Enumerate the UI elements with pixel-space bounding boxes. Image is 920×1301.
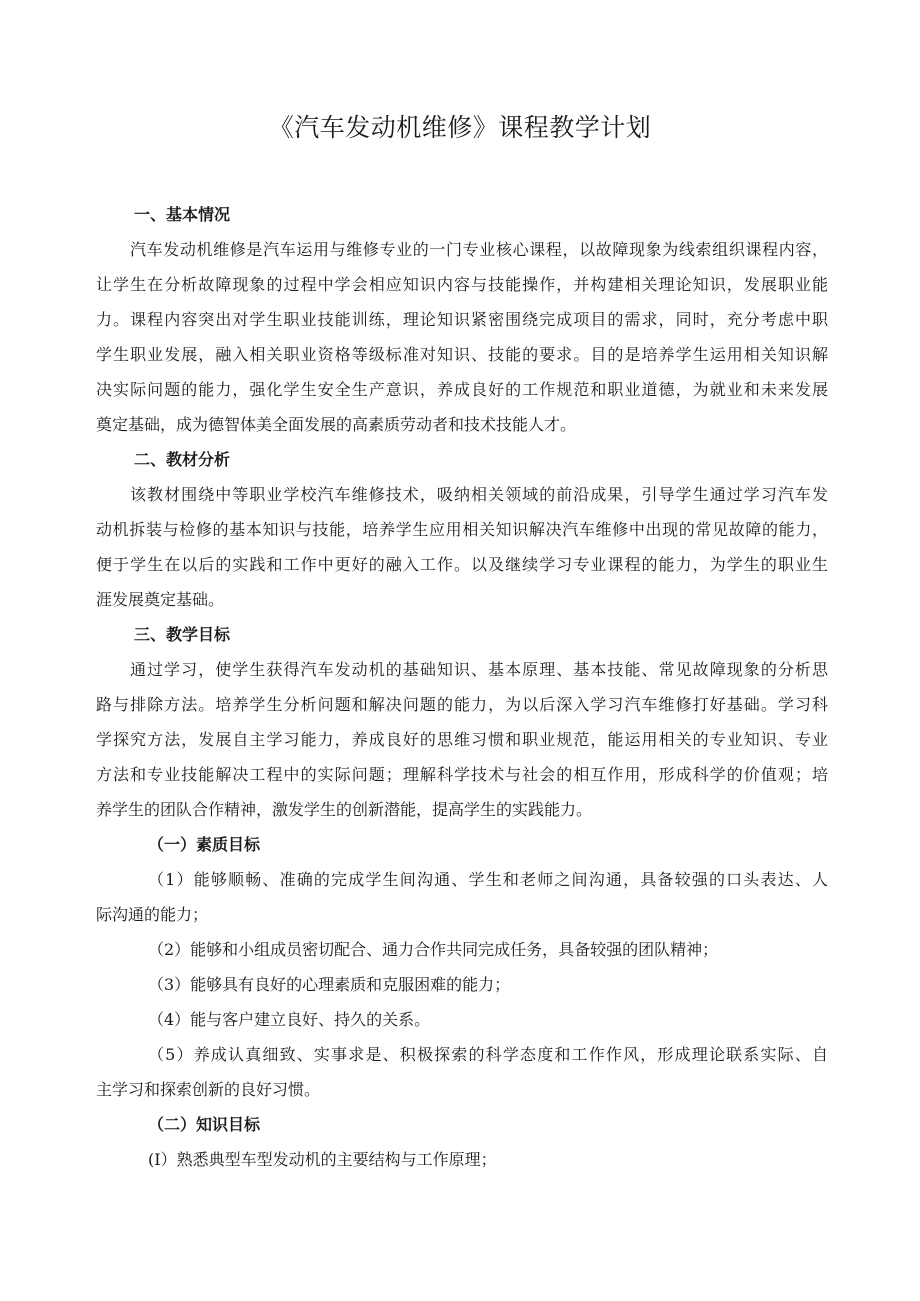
list-item-continuation: 际沟通的能力； [96,905,209,924]
paragraph-line: 路与排除方法。培养学生分析问题和解决问题的能力，为以后深入学习汽车维修打好基础。学习科 [96,695,828,714]
paragraph-line: 通过学习，使学生获得汽车发动机的基础知识、基本原理、基本技能、常见故障现象的分析思 [130,660,828,679]
document-body [96,197,828,1177]
page-title: 《汽车发动机维修》课程教学计划 [268,113,652,142]
paragraph-line: 养学生的团队合作精神，激发学生的创新潜能，提高学生的实践能力。 [96,800,593,819]
list-item: （5）养成认真细致、实事求是、积极探索的科学态度和工作作风，形成理论联系实际、自 [148,1045,828,1064]
paragraph-line: 涯发展奠定基础。 [96,590,225,609]
section-heading-basic: 一、基本情况 [134,205,231,224]
subsection-heading-quality: （一）素质目标 [148,835,261,854]
paragraph-line: 学探究方法，发展自主学习能力，养成良好的思维习惯和职业规范，能运用相关的专业知识、专业 [96,730,828,749]
paragraph-line: 该教材围绕中等职业学校汽车维修技术，吸纳相关领域的前沿成果，引导学生通过学习汽车发 [130,485,828,504]
paragraph-line: 方法和专业技能解决工程中的实际问题；理解科学技术与社会的相互作用，形成科学的价值观；培 [96,765,828,784]
paragraph-line: 让学生在分析故障现象的过程中学会相应知识内容与技能操作，并构建相关理论知识，发展职业能 [96,275,828,294]
list-item-continuation: 主学习和探索创新的良好习惯。 [96,1080,321,1099]
list-item: （4）能与客户建立良好、持久的关系。 [148,1010,431,1029]
paragraph-line: 奠定基础，成为德智体美全面发展的高素质劳动者和技术技能人才。 [96,415,577,434]
subsection-heading-knowledge: （二）知识目标 [148,1115,261,1134]
paragraph-line: 汽车发动机维修是汽车运用与维修专业的一门专业核心课程，以故障现象为线索组织课程内容， [130,240,828,259]
paragraph-line: 便于学生在以后的实践和工作中更好的融入工作。以及继续学习专业课程的能力，为学生的职业生 [96,555,828,574]
list-item: （1）能够顺畅、准确的完成学生间沟通、学生和老师之间沟通，具备较强的口头表达、人 [148,870,828,889]
paragraph-line: 动机拆装与检修的基本知识与技能，培养学生应用相关知识解决汽车维修中出现的常见故障的能力， [96,520,828,539]
section-heading-textbook: 二、教材分析 [134,450,231,469]
paragraph-line: 决实际问题的能力，强化学生安全生产意识，养成良好的工作规范和职业道德，为就业和未来发展 [96,380,828,399]
paragraph-line: 力。课程内容突出对学生职业技能训练，理论知识紧密围绕完成项目的需求，同时，充分考虑中职 [96,310,828,329]
list-item: (I）熟悉典型车型发动机的主要结构与工作原理； [148,1150,497,1169]
paragraph-line: 学生职业发展，融入相关职业资格等级标准对知识、技能的要求。目的是培养学生运用相关知识解 [96,345,828,364]
list-item: （2）能够和小组成员密切配合、通力合作共同完成任务，具备较强的团队精神； [148,940,719,959]
section-heading-goals: 三、教学目标 [134,625,231,644]
list-item: （3）能够具有良好的心理素质和克服困难的能力； [148,975,511,994]
